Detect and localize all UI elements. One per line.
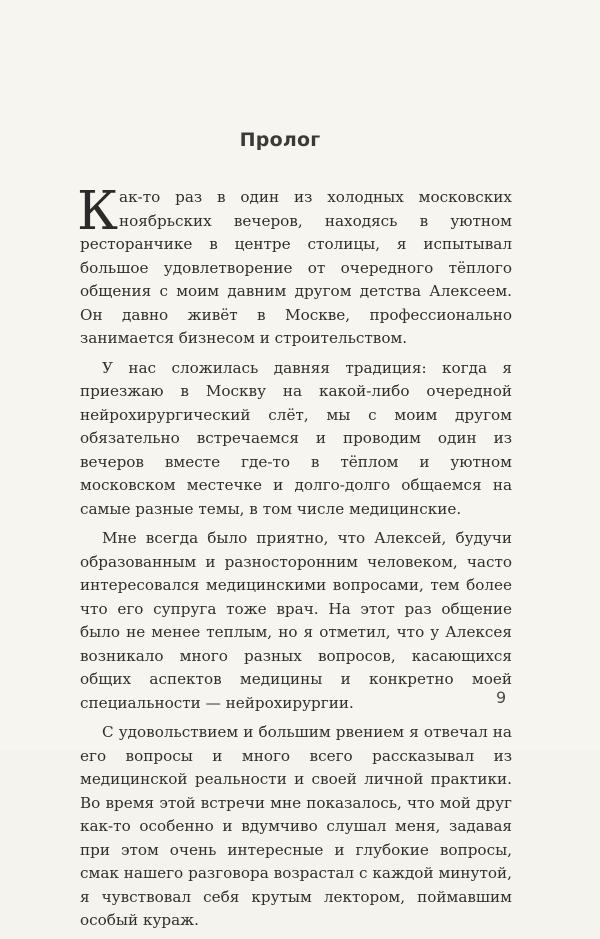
drop-cap: К: [77, 181, 119, 242]
page-number: 9: [496, 688, 507, 707]
paragraph-2: У нас сложилась давняя традиция: когда я приезжаю в Москву на какой-либо очередной нейрохирургический слёт, мы с моим другом обязательно встречаемся и проводим один из вечеров вместе где-то в тёплом и уютном московском местечке и долго-долго общаемся на самые разные темы, в том числе медицинские.: [80, 358, 512, 518]
paragraph-3: Мне всегда было приятно, что Алексей, будучи образованным и разносторонним человеком, часто интересовался медицинскими вопросами, тем более что его супруга тоже врач. На этот раз общение было не менее теплым, но я отметил, что у Алексея возникало много разных вопросов, касающихся общих аспектов медицины и конкретно моей специальности — нейрохирургии.: [80, 529, 512, 712]
paragraph-1: [77, 181, 512, 351]
paragraph-1-text: ак-то раз в один из холодных московских ноябрьских вечеров, находясь в уютном ресторанчике в центре столицы, я испытывал большое удовлетворение от очередного тёплого общения с моим давним другом детства Алексеем. Он давно живёт в Москве, профессионально занимается бизнесом и строительством.: [80, 188, 512, 347]
chapter-body: [77, 181, 512, 939]
chapter-title: Пролог: [239, 129, 321, 151]
paragraph-4: С удовольствием и большим рвением я отвечал на его вопросы и много всего рассказывал из медицинской реальности и своей личной практики. Во время этой встречи мне показалось, что мой друг как-то особенно и вдумчиво слушал меня, задавая при этом очень интересные и глубокие вопросы, смак нашего разговора возрастал с каждой минутой, я чувствовал себя крутым лектором, поймавшим особый кураж.: [80, 723, 512, 929]
